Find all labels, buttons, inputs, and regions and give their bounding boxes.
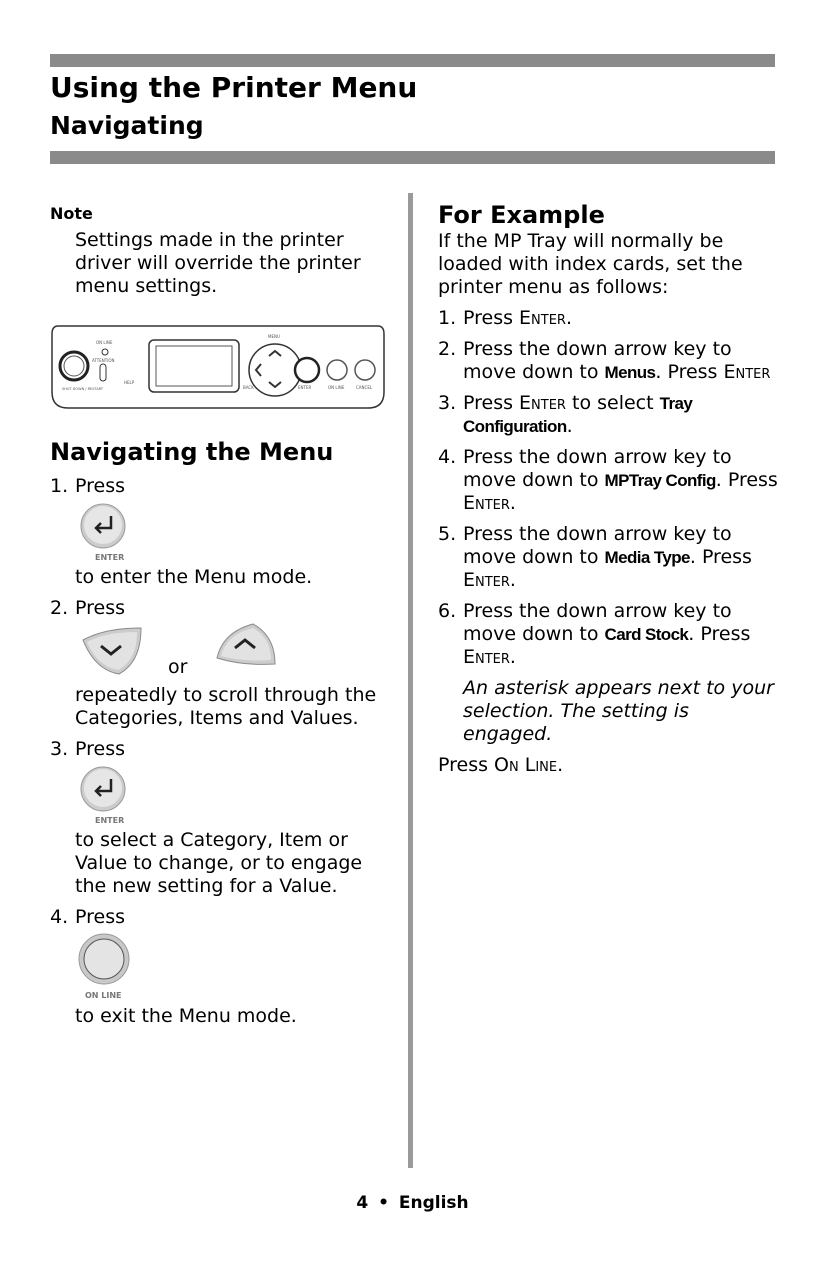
page-title: Using the Printer Menu — [50, 71, 418, 104]
svg-text:ON LINE: ON LINE — [85, 991, 122, 1000]
final-instruction: Press On Line. — [438, 754, 564, 776]
left-step-1 — [50, 475, 390, 589]
step-number: 1. — [50, 475, 69, 497]
svg-text:ENTER: ENTER — [298, 385, 312, 390]
step-after-text: to select a Category, Item or Value to change, or to engage the new setting for a Value. — [75, 829, 363, 897]
step-after-text: to exit the Menu mode. — [75, 1005, 297, 1027]
svg-text:ON LINE: ON LINE — [328, 385, 345, 390]
example-step-5: 5. Press the down arrow key to move down to Media Type. Press Enter. — [438, 523, 752, 591]
example-step-1: 1. Press Enter. — [438, 307, 573, 329]
example-step-6: 6. Press the down arrow key to move down to Card Stock. Press Enter. — [438, 600, 751, 668]
svg-text:BACK: BACK — [243, 385, 254, 390]
step-number: 2. — [50, 597, 69, 619]
enter-key-icon — [75, 765, 135, 825]
svg-text:ENTER: ENTER — [95, 816, 125, 825]
step-text: Press — [75, 597, 126, 619]
column-divider — [408, 193, 413, 1168]
online-key-icon — [75, 933, 145, 1001]
svg-text:ATTENTION: ATTENTION — [92, 358, 115, 363]
left-column — [50, 203, 390, 1028]
enter-button-icon — [295, 358, 319, 382]
cancel-button-icon — [355, 360, 375, 380]
right-intro: If the MP Tray will normally be loaded with index cards, set the printer menu as follows: — [438, 230, 743, 298]
step-number: 4. — [50, 906, 69, 928]
svg-text:MENU: MENU — [268, 334, 280, 339]
attention-led-icon — [100, 364, 106, 381]
note-label: Note — [50, 204, 93, 223]
example-step-4: 4. Press the down arrow key to move down to MPTray Config. Press Enter. — [438, 446, 778, 514]
left-step-4 — [50, 906, 390, 1028]
online-button-icon — [327, 360, 347, 380]
note-text: Settings made in the printer driver will override the printer menu settings. — [75, 229, 361, 297]
up-arrow-key-icon — [213, 622, 283, 678]
left-step-2 — [50, 597, 390, 730]
example-step-2: 2. Press the down arrow key to move down to Menus. Press Enter — [438, 338, 771, 383]
page-footer — [0, 1193, 825, 1213]
bottom-rule — [50, 151, 775, 164]
svg-text:ON LINE: ON LINE — [96, 340, 113, 345]
step-text: Press — [75, 906, 126, 928]
right-heading: For Example — [438, 201, 605, 229]
svg-text:CANCEL: CANCEL — [356, 385, 373, 390]
online-led-icon — [102, 349, 108, 355]
footer-language: English — [398, 1193, 469, 1213]
or-text: or — [168, 656, 188, 678]
control-panel-illustration — [50, 322, 386, 411]
svg-text:HELP: HELP — [124, 380, 135, 385]
step-text: Press — [75, 738, 126, 760]
svg-text:ENTER: ENTER — [95, 553, 125, 562]
down-arrow-key-icon — [75, 622, 155, 678]
step-after-text: repeatedly to scroll through the Categories, Items and Values. — [75, 684, 377, 729]
page-subtitle: Navigating — [50, 111, 204, 140]
step-text: Press — [75, 475, 126, 497]
right-column — [438, 200, 783, 777]
left-step-3 — [50, 738, 390, 898]
step-number: 3. — [50, 738, 69, 760]
enter-key-icon — [75, 502, 135, 562]
example-steps — [438, 307, 783, 669]
italic-note: An asterisk appears next to your selection. The setting is engaged. — [463, 677, 774, 745]
step-after-text: to enter the Menu mode. — [75, 566, 313, 588]
svg-text:SHUT DOWN / RESTART: SHUT DOWN / RESTART — [62, 387, 104, 391]
footer-bullet: • — [378, 1193, 389, 1213]
page-number: 4 — [356, 1193, 369, 1213]
top-rule — [50, 54, 775, 67]
example-step-3: 3. Press Enter to select Tray Configuration. — [438, 392, 693, 437]
left-heading: Navigating the Menu — [50, 438, 334, 466]
